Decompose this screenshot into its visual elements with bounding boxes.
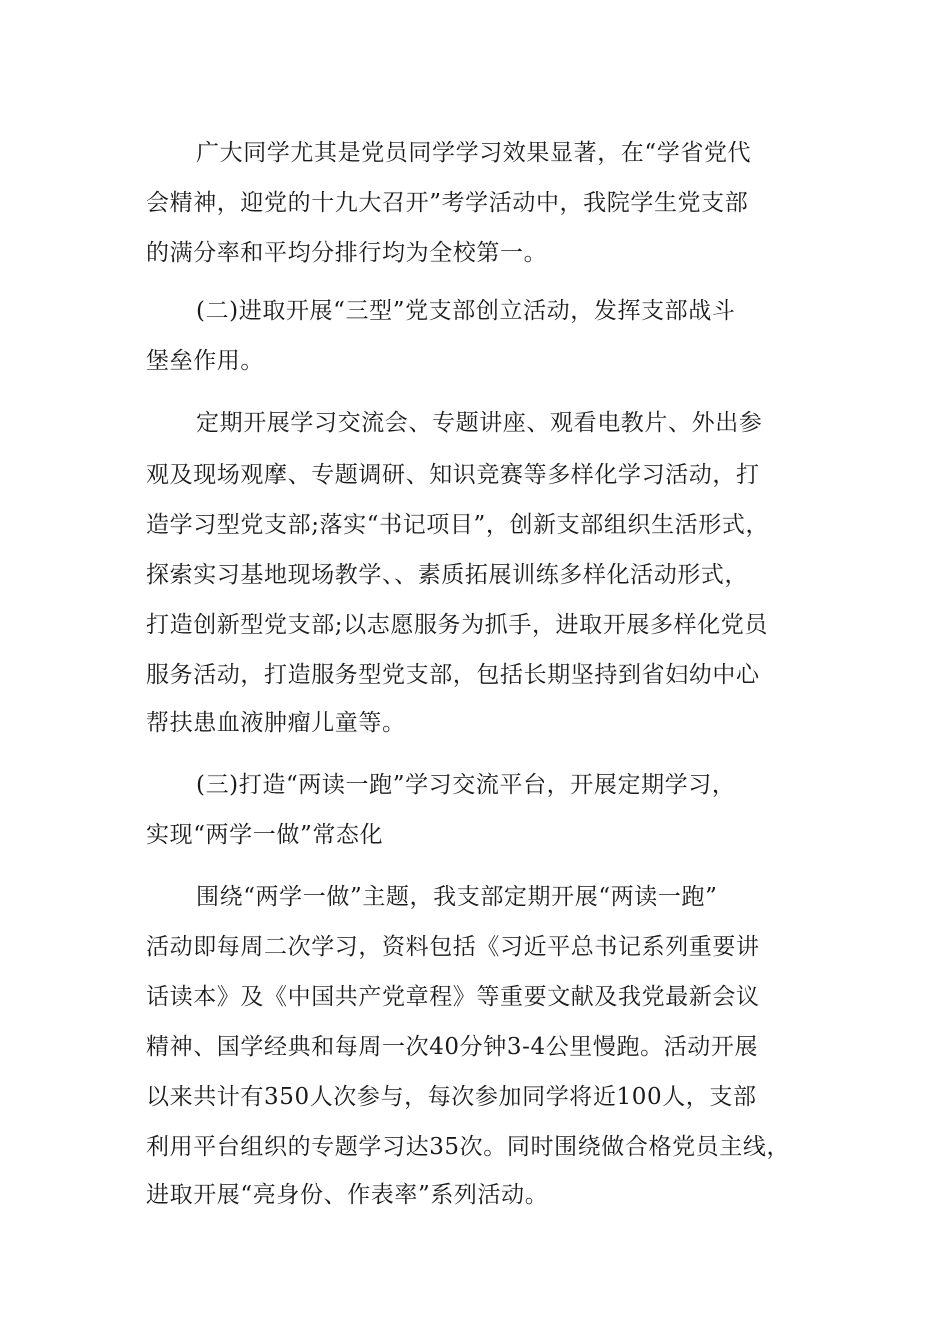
paragraph-line: 服务活动，打造服务型党支部，包括长期坚持到省妇幼中心 [146, 662, 760, 688]
paragraph-line: 帮扶患血液肿瘤儿童等。 [146, 710, 406, 736]
paragraph-line: 利用平台组织的专题学习达35次。同时围绕做合格党员主线， [146, 1134, 791, 1160]
paragraph-line: 会精神，迎党的十九大召开”考学活动中，我院学生党支部 [146, 190, 749, 216]
paragraph-line: 造学习型党支部;落实“书记项目”，创新支部组织生活形式， [146, 512, 770, 538]
paragraph-line: 定期开展学习交流会、专题讲座、观看电教片、外出参 [196, 410, 763, 436]
paragraph-line: 的满分率和平均分排行均为全校第一。 [146, 240, 548, 266]
paragraph-line: 精神、国学经典和每周一次40分钟3-4公里慢跑。活动开展 [146, 1034, 759, 1060]
paragraph-line: 进取开展“亮身份、作表率”系列活动。 [146, 1182, 549, 1208]
section-heading-3-continued: 实现“两学一做”常态化 [146, 822, 384, 848]
paragraph-line: 话读本》及《中国共产党章程》等重要文献及我党最新会议 [146, 984, 760, 1010]
section-heading-2: (二)进取开展“三型”党支部创立活动，发挥支部战斗 [196, 298, 736, 324]
paragraph-line: 围绕“两学一做”主题，我支部定期开展“两读一跑” [196, 884, 718, 910]
section-heading-3: (三)打造“两读一跑”学习交流平台，开展定期学习， [196, 772, 736, 798]
paragraph-line: 探索实习基地现场教学、、素质拓展训练多样化活动形式， [146, 562, 749, 588]
paragraph-line: 广大同学尤其是党员同学学习效果显著，在“学省党代 [196, 140, 752, 166]
section-heading-2-continued: 堡垒作用。 [146, 348, 264, 374]
paragraph-line: 活动即每周二次学习，资料包括《习近平总书记系列重要讲 [146, 934, 760, 960]
paragraph-line: 以来共计有350人次参与，每次参加同学将近100人，支部 [146, 1084, 757, 1110]
paragraph-line: 观及现场观摩、专题调研、知识竞赛等多样化学习活动，打 [146, 462, 760, 488]
paragraph-line: 打造创新型党支部;以志愿服务为抓手，进取开展多样化党员 [146, 612, 768, 638]
